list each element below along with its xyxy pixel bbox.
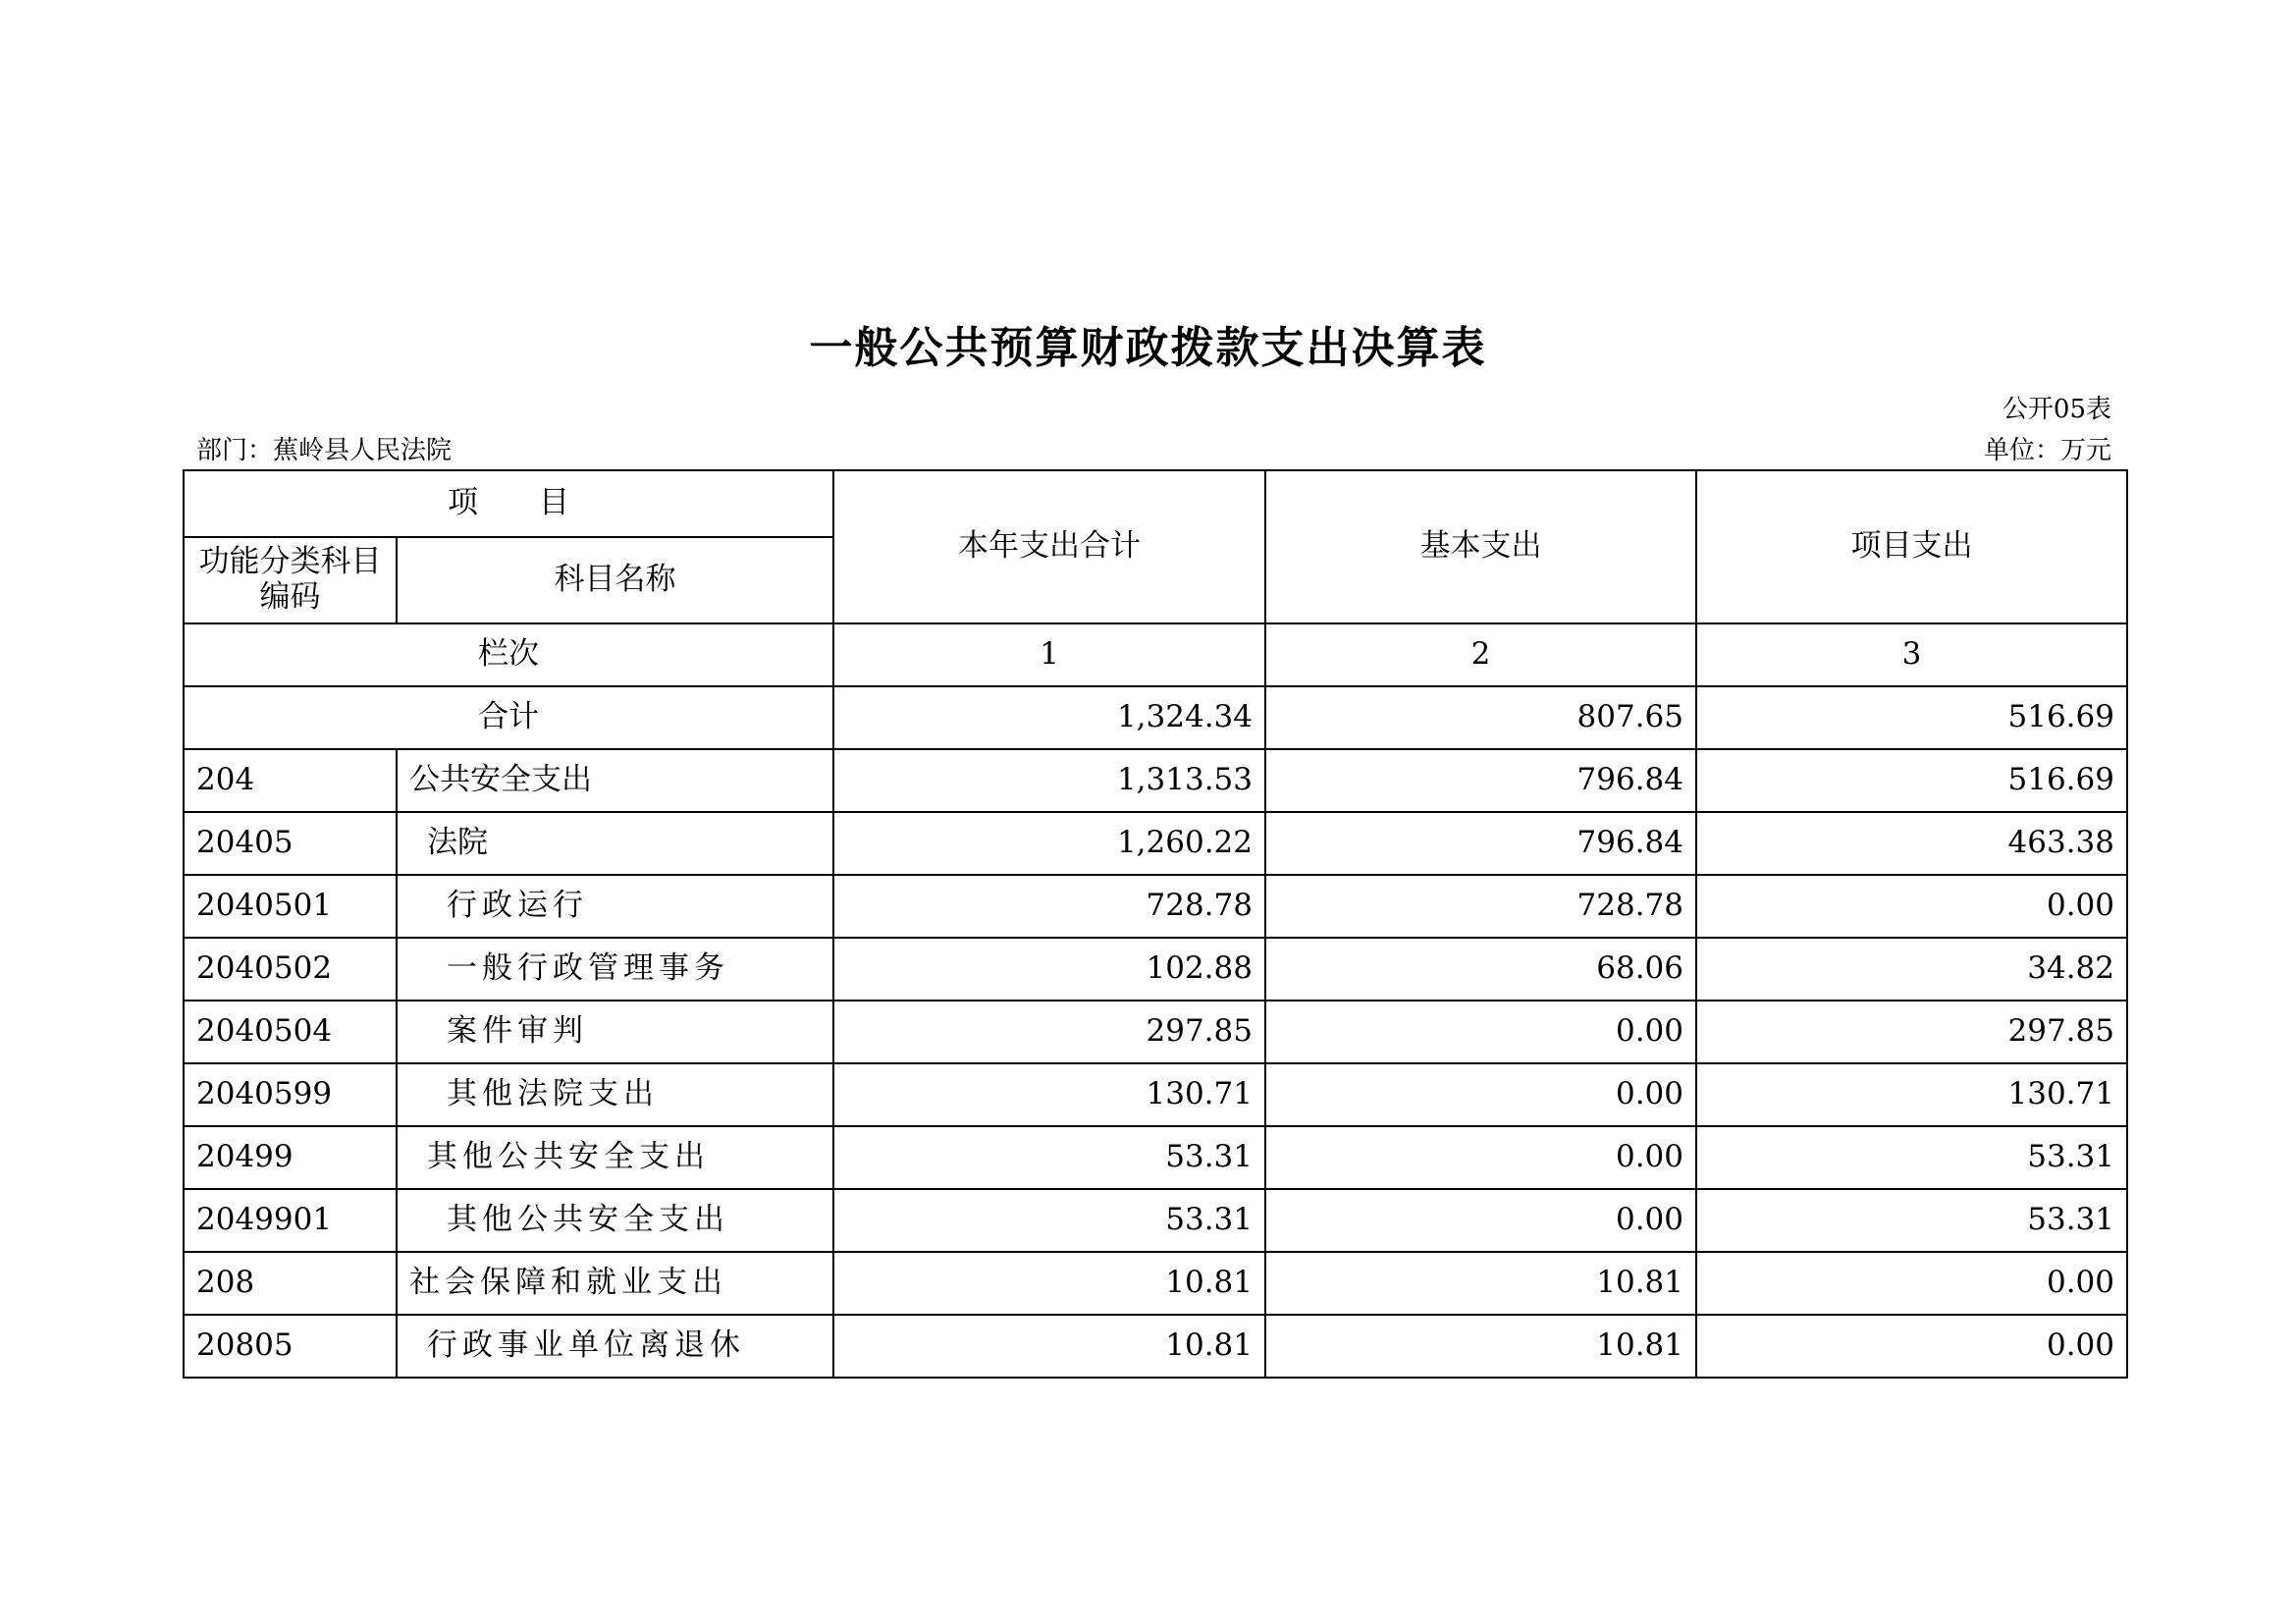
row-name: 法院 [397,812,833,875]
row-total: 1,260.22 [833,812,1265,875]
row-code: 2049901 [184,1189,397,1252]
row-basic: 68.06 [1265,938,1696,1001]
table-row [184,1189,2127,1252]
header-project: 项目支出 [1696,470,2127,623]
row-basic: 796.84 [1265,749,1696,812]
column-index-1: 1 [833,623,1265,686]
row-name: 其他法院支出 [397,1063,833,1126]
header-item: 项 目 [184,470,833,537]
row-name: 案件审判 [397,1001,833,1063]
summary-label: 合计 [184,686,833,749]
table-row [184,875,2127,938]
row-name: 其他公共安全支出 [397,1126,833,1189]
row-code: 20805 [184,1315,397,1378]
row-project: 516.69 [1696,749,2127,812]
row-total: 297.85 [833,1001,1265,1063]
column-index-2: 2 [1265,623,1696,686]
table-row [184,938,2127,1001]
row-name: 行政运行 [397,875,833,938]
summary-row [184,686,2127,749]
row-code: 20499 [184,1126,397,1189]
table-row [184,1126,2127,1189]
summary-total: 1,324.34 [833,686,1265,749]
row-project: 53.31 [1696,1189,2127,1252]
table-row [184,812,2127,875]
row-basic: 0.00 [1265,1063,1696,1126]
row-total: 130.71 [833,1063,1265,1126]
table-row [184,1001,2127,1063]
row-basic: 0.00 [1265,1126,1696,1189]
row-total: 1,313.53 [833,749,1265,812]
summary-basic: 807.65 [1265,686,1696,749]
row-project: 0.00 [1696,1315,2127,1378]
row-total: 102.88 [833,938,1265,1001]
column-index-row [184,623,2127,686]
form-number: 公开05表 [2002,395,2111,424]
column-index-3: 3 [1696,623,2127,686]
header-basic: 基本支出 [1265,470,1696,623]
row-code: 2040502 [184,938,397,1001]
budget-table [183,469,2128,1379]
row-code: 20405 [184,812,397,875]
row-name: 社会保障和就业支出 [397,1252,833,1315]
row-code: 2040501 [184,875,397,938]
row-code: 208 [184,1252,397,1315]
row-name: 一般行政管理事务 [397,938,833,1001]
row-basic: 10.81 [1265,1252,1696,1315]
row-basic: 728.78 [1265,875,1696,938]
row-total: 728.78 [833,875,1265,938]
header-name: 科目名称 [397,537,833,623]
header-total: 本年支出合计 [833,470,1265,623]
header-code: 功能分类科目编码 [184,537,397,623]
column-index-label: 栏次 [184,623,833,686]
row-name: 行政事业单位离退休 [397,1315,833,1378]
page-title: 一般公共预算财政拨款支出决算表 [809,323,1487,373]
row-total: 10.81 [833,1315,1265,1378]
row-project: 463.38 [1696,812,2127,875]
header-row-1 [184,470,2127,537]
row-total: 53.31 [833,1126,1265,1189]
row-project: 53.31 [1696,1126,2127,1189]
row-project: 130.71 [1696,1063,2127,1126]
department-label: 部门：蕉岭县人民法院 [196,436,453,465]
row-project: 0.00 [1696,875,2127,938]
row-total: 53.31 [833,1189,1265,1252]
table-row [184,1315,2127,1378]
table-row [184,1252,2127,1315]
row-name: 公共安全支出 [397,749,833,812]
row-total: 10.81 [833,1252,1265,1315]
row-basic: 796.84 [1265,812,1696,875]
table-row [184,749,2127,812]
row-project: 0.00 [1696,1252,2127,1315]
row-name: 其他公共安全支出 [397,1189,833,1252]
unit-label: 单位：万元 [1983,436,2111,465]
row-project: 34.82 [1696,938,2127,1001]
row-code: 2040504 [184,1001,397,1063]
row-code: 2040599 [184,1063,397,1126]
row-basic: 10.81 [1265,1315,1696,1378]
row-basic: 0.00 [1265,1001,1696,1063]
row-code: 204 [184,749,397,812]
table-row [184,1063,2127,1126]
row-basic: 0.00 [1265,1189,1696,1252]
summary-project: 516.69 [1696,686,2127,749]
row-project: 297.85 [1696,1001,2127,1063]
